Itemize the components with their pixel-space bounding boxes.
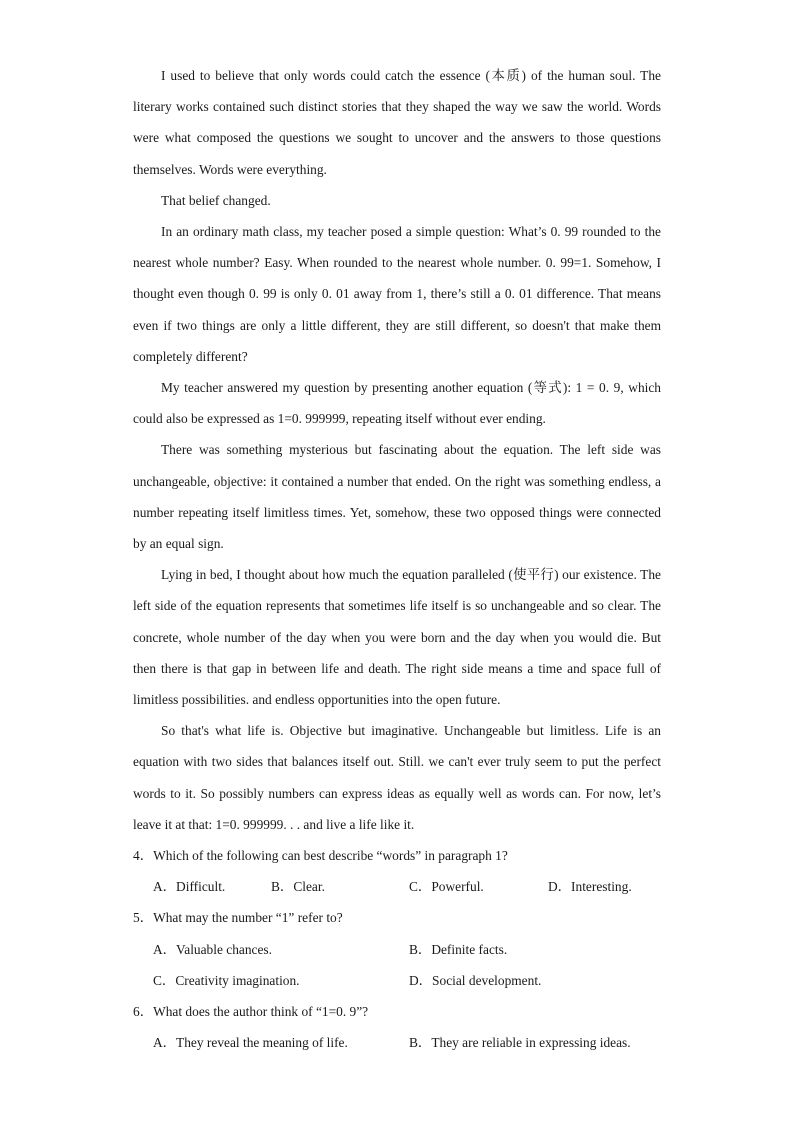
option-b: B．They are reliable in expressing ideas.	[409, 1035, 631, 1051]
document-page	[133, 60, 661, 1058]
question-4-options	[133, 871, 661, 902]
question-5-options-row-2	[133, 965, 661, 996]
passage-paragraph-4: My teacher answered my question by presenting another equation (等式): 1 = 0. 9, which could also be expressed as 1=0. 999999, repeating itself without ever ending.	[133, 380, 661, 427]
question-4-stem: 4．Which of the following can best describe “words” in paragraph 1?	[133, 848, 508, 864]
passage-paragraph-2: That belief changed.	[161, 192, 271, 208]
question-6-options-row-1	[133, 1027, 661, 1058]
passage-paragraph-6: Lying in bed, I thought about how much the equation paralleled (使平行) our existence. The left side of the equation represents that sometimes life itself is so unchangeable and so clear. The concrete, whole number of the day when you were born and the day when you would die. But then there is that gap in between life and death. The right side means a time and space full of limitless possibilities. and endless opportunities into the open future.	[133, 567, 661, 708]
passage-paragraph-5: There was something mysterious but fascinating about the equation. The left side was unchangeable, objective: it contained a number that ended. On the right was something endless, a number repeating itself limitless times. Yet, somehow, these two opposed things were connected by an equal sign.	[133, 442, 661, 552]
passage-paragraph-3: In an ordinary math class, my teacher posed a simple question: What’s 0. 99 rounded to the nearest whole number? Easy. When rounded to the nearest whole number. 0. 99=1. Somehow, I thought even though 0. 99 is only 0. 01 away from 1, there’s still a 0. 01 difference. That means even if two things are only a little different, they are still different, so doesn't that make them completely different?	[133, 224, 661, 364]
question-6-stem: 6．What does the author think of “1=0. 9”?	[133, 1004, 369, 1020]
option-b: B．Definite facts.	[409, 941, 508, 957]
option-a: A．Valuable chances.	[153, 941, 272, 957]
option-b: B．Clear.	[271, 879, 325, 895]
passage-paragraph-7: So that's what life is. Objective but imaginative. Unchangeable but limitless. Life is an equation with two sides that balances itself out. Still. we can't ever truly seem to put the perfect words to it. So possibly numbers can express ideas as equally well as words can. For now, let’s leave it at that: 1=0. 999999. . . and live a life like it.	[133, 723, 661, 832]
option-a: A．Difficult.	[153, 879, 226, 895]
option-d: D．Interesting.	[548, 879, 632, 895]
option-a: A．They reveal the meaning of life.	[153, 1035, 348, 1051]
passage-paragraph-1: I used to believe that only words could catch the essence (本质) of the human soul. The literary works contained such distinct stories that they shaped the way we saw the world. Words were what composed the questions we sought to uncover and the answers to those questions themselves. Words were everything.	[133, 68, 661, 177]
option-c: C．Powerful.	[409, 879, 484, 895]
option-d: D．Social development.	[409, 972, 542, 988]
question-5-options-row-1	[133, 934, 661, 965]
option-c: C．Creativity imagination.	[153, 972, 300, 988]
question-5-stem: 5．What may the number “1” refer to?	[133, 910, 343, 926]
